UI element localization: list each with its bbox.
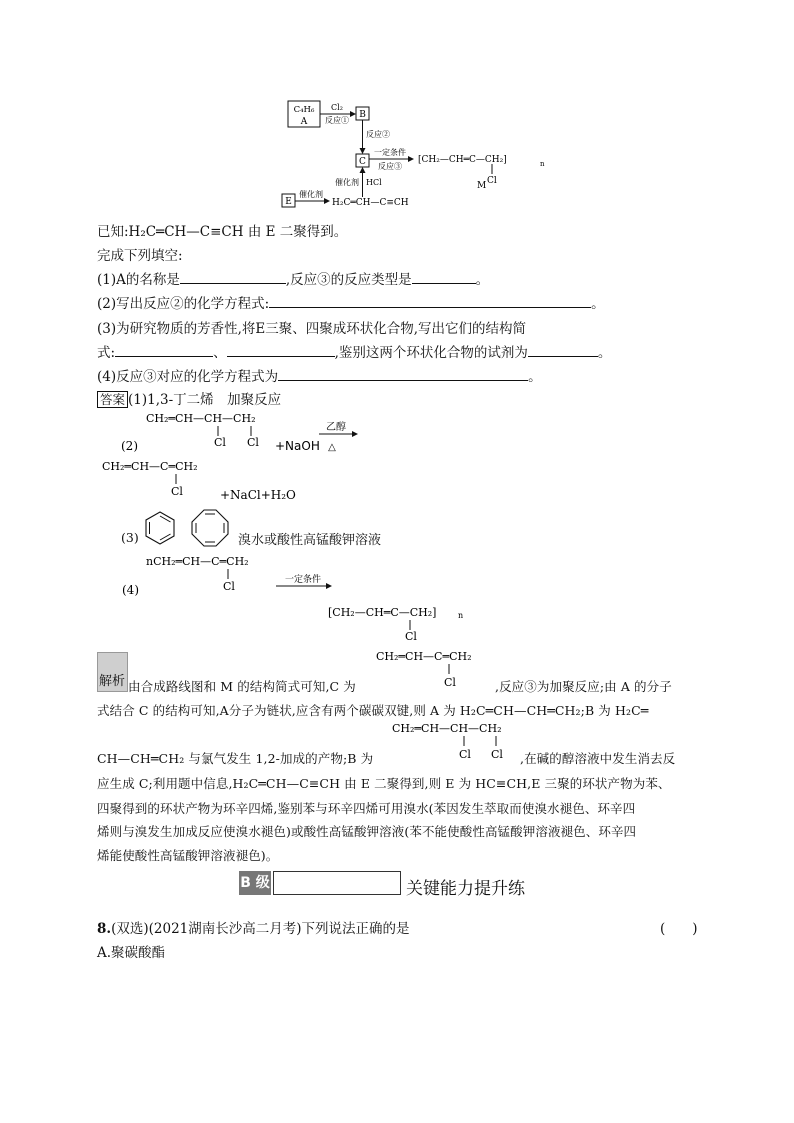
box-a-formula: C₄H₆ [293,105,315,115]
q3-blank-a[interactable] [115,342,213,357]
q1-text-a: (1)A的名称是 [97,272,180,288]
question-4 [97,365,542,385]
q3-text-b: ,鉴别这两个环状化合物的试剂为 [334,345,528,361]
polymer-n: n [540,160,545,168]
a2-naoh: +NaOH [275,439,320,453]
a2-ethanol: 乙醇 [326,422,346,433]
answer-4-equation [118,552,498,692]
answer-2-equation [100,408,360,508]
explain-line-5: 四聚得到的环状产物为环辛四烯,鉴别苯与环辛四烯可用溴水(苯因发生萃取而使溴水褪色、环辛四 [97,801,636,816]
synthesis-scheme [280,96,560,214]
explain-line-4: 应生成 C;利用题中信息,H₂C═CH—C≡CH 由 E 二聚得到,则 E 为 HC≡CH,E 三聚的环状产物为苯、 [97,776,671,791]
instruction: 完成下列填空: [97,248,183,264]
q4-blank[interactable] [278,366,528,381]
polymer-cl: Cl [487,176,497,186]
q8-option-a: A.聚碳酸酯 [97,945,166,961]
q4-text: (4)反应③对应的化学方程式为 [97,369,279,385]
answer-label: 答案 [97,391,128,408]
explain-label-box [97,652,128,692]
q1-text-b: ,反应③的反应类型是 [285,272,412,288]
a2-cl-1: Cl [214,436,226,449]
q1-end: 。 [475,272,490,288]
q3-blank-b[interactable] [227,342,335,357]
q8-number: 8. [97,921,112,937]
q1-blank-a[interactable] [180,269,286,284]
a4-label: (4) [122,583,139,597]
a2-reactant: CH₂═CH—CH—CH₂ [146,412,256,425]
a3-label: (3) [121,530,139,545]
question-3-line1: (3)为研究物质的芳香性,将E三聚、四聚成环状化合物,写出它们的结构简 [97,321,527,337]
b-level-title: 关键能力提升练 [406,879,525,899]
q3-end: 。 [597,345,612,361]
reaction3-label: 反应③ [378,162,402,171]
a4-reactant-cl: Cl [223,580,235,593]
box-e: E [285,197,292,207]
a2-product-cl: Cl [171,485,183,498]
explain-line-3b: ,在碱的醇溶液中发生消去反 [520,751,676,766]
question-1 [97,268,489,288]
explain-line-7: 烯能使酸性高锰酸钾溶液褪色)。 [97,848,279,863]
known-info: 已知:H₂C═CH—C≡CH 由 E 二聚得到。 [97,224,348,240]
b-structure [390,720,520,764]
box-b: B [359,110,366,120]
a4-polymer: [CH₂—CH═C—CH₂] [328,606,437,619]
explain-line-1a: 由合成路线图和 M 的结构简式可知,C 为 [128,679,356,694]
reaction1-label: 反应① [325,116,349,125]
explain-line-1b: ,反应③为加聚反应;由 A 的分子 [495,679,672,694]
q1-blank-b[interactable] [412,269,476,284]
a2-cl-2: Cl [247,436,259,449]
a4-polymer-cl: Cl [405,630,417,643]
b-structure-cl-1: Cl [459,748,471,761]
explain-line-6: 烯则与溴发生加成反应使溴水褪色)或酸性高锰酸钾溶液(苯不能使酸性高锰酸钾溶液褪色、环辛四 [97,824,637,839]
condition-label: 一定条件 [374,148,406,157]
b-structure-formula: CH₂═CH—CH—CH₂ [392,722,502,735]
a3-reagent: 溴水或酸性高锰酸钾溶液 [238,533,382,548]
q2-text: (2)写出反应②的化学方程式: [97,296,270,312]
q8-answer-paren[interactable]: ( ) [660,921,698,937]
question-3-line2 [97,341,611,361]
answer-1-text: (1)1,3-丁二烯 加聚反应 [128,392,282,408]
q8-text: (双选)(2021湖南长沙高二月考)下列说法正确的是 [111,921,410,937]
a4-condition: 一定条件 [284,575,322,585]
a2-label: (2) [121,439,138,453]
q2-blank[interactable] [269,293,591,308]
explain-line-3a: CH—CH═CH₂ 与氯气发生 1,2-加成的产物;B 为 [97,751,374,766]
catalyst-label: 催化剂 [299,190,323,199]
b-structure-cl-2: Cl [491,748,503,761]
q2-end: 。 [591,296,605,312]
cl2-label: Cl₂ [331,103,343,112]
a2-heat: △ [328,442,336,453]
q4-end: 。 [528,369,542,385]
box-a-label: A [300,117,308,127]
polymer-formula: [CH₂—CH═C—CH₂] [418,155,507,165]
box-c: C [359,157,366,167]
answer-1 [97,388,281,408]
polymer-m: M [477,181,487,191]
c-structure-formula: CH₂═CH—C═CH₂ [376,650,472,663]
catalyst-hcl-label: 催化剂 [335,178,359,187]
reaction2-label: 反应② [366,130,390,139]
c-structure-cl: Cl [444,676,456,689]
b-level-badge: B 级 [239,871,271,895]
hcl-label: HCl [366,178,382,187]
explain-label: 解析 [99,674,126,689]
b-level-box [273,871,401,895]
a4-n: n [458,611,464,620]
q3-text-a: 式: [97,345,116,361]
question-8 [97,917,410,937]
a4-reactant: nCH₂═CH—C═CH₂ [146,555,249,568]
explain-line-2: 式结合 C 的结构可知,A分子为链状,应含有两个碳碳双键,则 A 为 H₂C═CH—CH═CH₂;B 为 H₂C═ [97,703,649,718]
cyclooctatetraene-structure [190,508,230,548]
a2-byproducts: +NaCl+H₂O [220,488,296,502]
question-2 [97,292,605,312]
product-formula: H₂C═CH—C≡CH [332,198,409,208]
q3-sep: 、 [213,345,227,361]
a2-product: CH₂═CH—C═CH₂ [102,460,198,473]
benzene-structure [142,510,178,546]
q3-blank-c[interactable] [528,342,598,357]
